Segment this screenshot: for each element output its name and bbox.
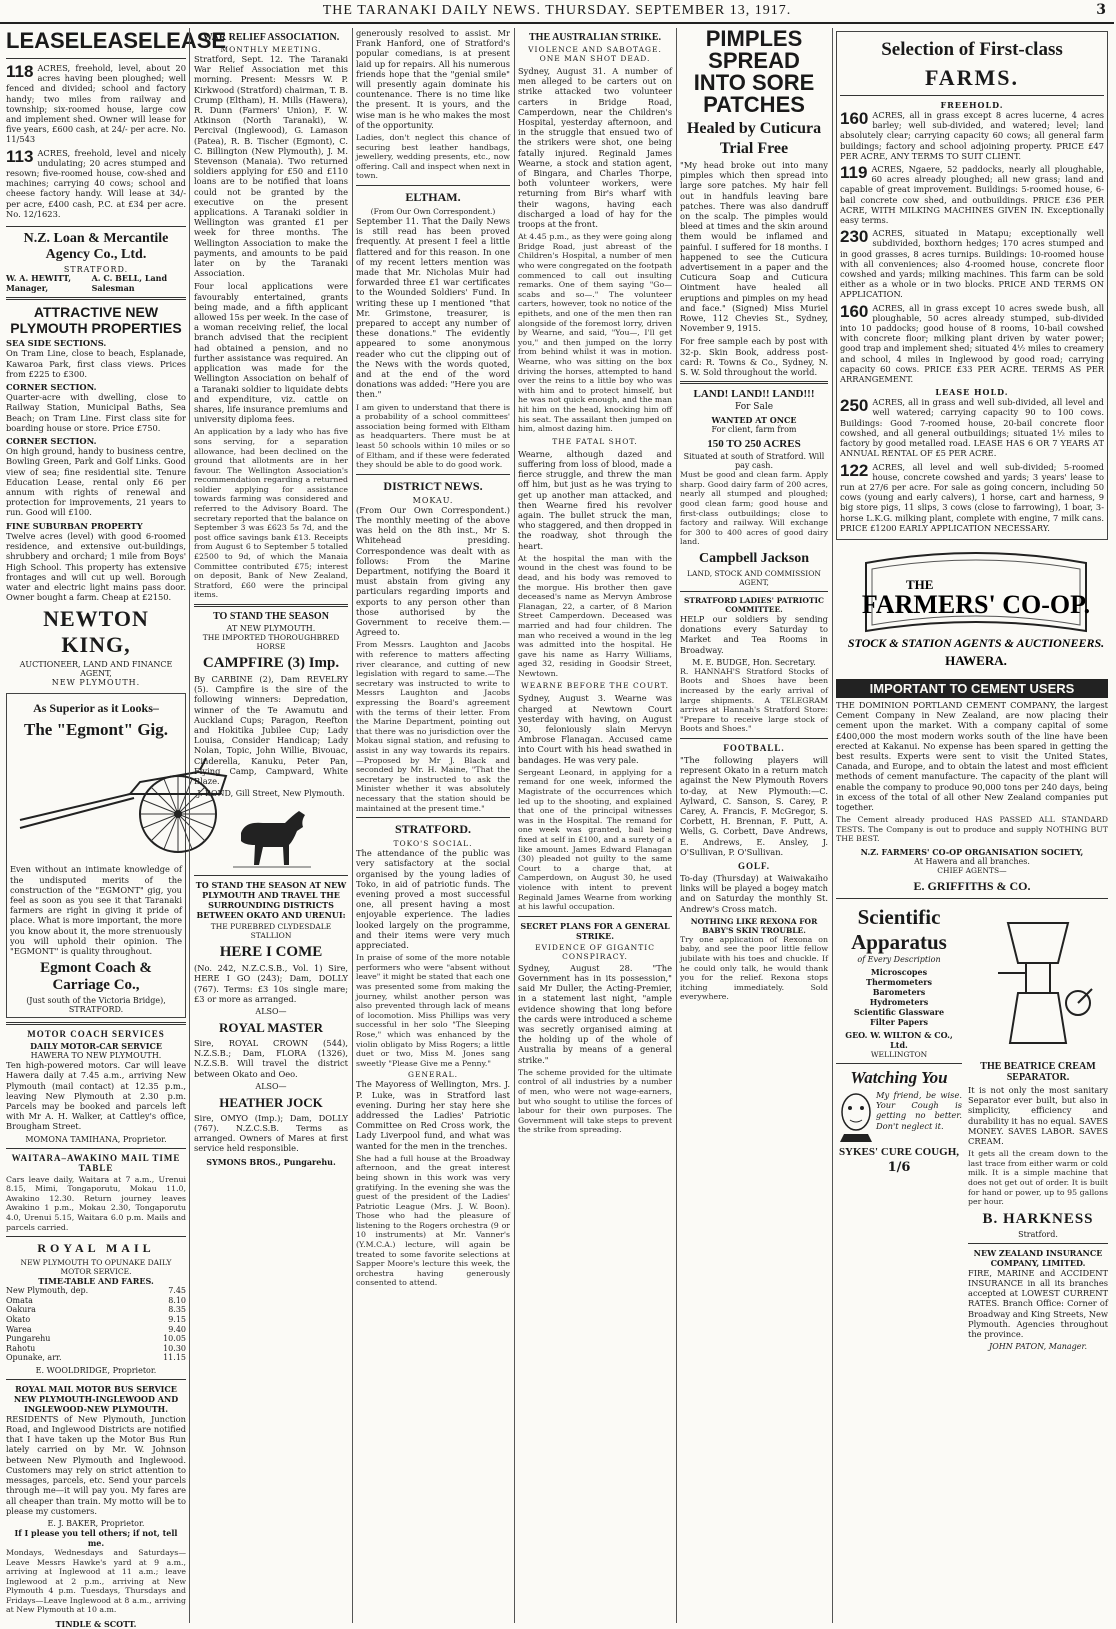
royal-master-heading: ROYAL MASTER (219, 1020, 323, 1036)
campbell-sub: LAND, STOCK AND COMMISSION AGENT, (687, 569, 821, 588)
motor-heading: MOTOR COACH SERVICES (27, 1029, 165, 1040)
fatal-shot-heading: THE FATAL SHOT. (552, 436, 638, 446)
masthead (0, 0, 1114, 24)
symons: SYMONS BROS., Pungarehu. (206, 1156, 336, 1167)
newton-king-heading: NEWTON KING, (43, 606, 149, 658)
farm-number: 113 (6, 146, 34, 166)
section-heading: FINE SUBURBAN PROPERTY (6, 520, 143, 531)
column-1: LEASE LEASE LEASE 118 ACRES, freehold, level, about 20 acres having been ploughed; well fenced and divided; school and factory handy; two miles from railway and township; six-roomed house, large cow and implement shed. Owner will lease for five years, £600 cash, at 24/- per acre. No. 11/543 113 ACRES, freehold, level and nicely undulating; 20 acres stumped and resown; five-roomed house, cow-shed and machines; carrying 40 cows; school and cheese factory handy. Will lease at 34/- per acre, £400 cash, P.C. at £34 per acre. No. 12/1623. N.Z. Loan & Mercantile Agency Co., Ltd. STRATFORD. W. A. HEWITT, Manager, A. C. BELL, Land Salesman ATTRACTIVE NEW PLYMOUTH PROPERTIES SEA SIDE SECTIONS. On Tram Line, close to beach, Esplanade, Kawaroa Park, first class views. Prices from £225 to £300. CORNER SECTION. Quarter-acre with dwelling, close to Railway Station, Municipal Baths, Sea Beach; on Tram Line. First class site for boarding house or store. Price £750. CORNER SECTION. On high ground, handy to business centre, Bowling Green, Park and Golf Links. Good view of sea; fine residential site. Tenure Education Lease, rental only £6 per annum with rights of renewal and protection for improvements, 21 years to run. Good will £100. FINE SUBURBAN PROPERTY Twelve acres (level) with good 6-roomed residence, and extensive out-buildings, shrubbery and orchard; 1 mile from Boys' High School. This property has extensive frontages and will cut up well. Borough water and electric light mains pass door. Owner bought a farm. Cheap at £2150. NEWTON KING, AUCTIONEER, LAND AND FINANCE AGENT, NEW PLYMOUTH. As Superior as it Looks– The "Egmont" Gig. Even without an intimate knowledge of the undisputed merits of the construction of the "EGMONT" gig, you feel as soon as you see it that Taranaki farmers are right in giving it pride of place. What is more important, the more you know about it, the more strenuously you will uphold their opinion. The "EGMONT" is quality throughout. Egmont Coach & Carriage Co., (Just south of the Victoria Bridge), STRATFORD. MOTOR COACH SERVICES DAILY MOTOR-CAR SERVICE HAWERA TO NEW PLYMOUTH. Ten high-powered motors. Car will leave Hawera daily at 7.45 a.m., arriving New Plymouth (mail contact) at 12.35 p.m., leaving New Plymouth at 2.30 p.m. Parcels may be booked and parcels left with Mr A. H. Walker, at Cattley's office, Brougham Street. MOMONA TAMIHANA, Proprietor. WAITARA–AWAKINO MAIL TIME TABLE Cars leave daily, Waitara at 7 a.m., Urenui 8.15, Mimi, Tongaporutu, Mokau 11.0, Awakino 12.30. Return journey leaves Awakino 1 p.m., Mokau 2.30, Tongaporutu 4.0, Urenui 5.15, Waitara 6.0 p.m. Mails and parcels carried. ROYAL MAIL NEW PLYMOUTH TO OPUNAKE DAILY MOTOR SERVICE. TIME-TABLE AND FARES. New Plymouth, dep. 7.45 Omata 8.10 Oakura 8.35 Okato 9.15 Warea 9.40 Pungarehu 10.05 Rahotu 10.30 Opunake, arr. 11.15 E. WOOLDRIDGE, Proprietor. ROYAL MAIL MOTOR BUS SERVICE NEW PLYMOUTH-INGLEWOOD AND INGLEWOOD-NEW PLYMOUTH. RESIDENTS of New Plymouth, Junction Road, and Inglewood Districts are notified that I have taken up the Motor Bus Run lately carried on by Mr. W. Johnson between New Plymouth and Inglewood. Customers may rely on strict attention to messages, parcels, etc. Send your parcels through me—it will pay you. My fares are all cheaper than train. My motto will be to please my customers. E. J. BAKER, Proprietor. If I please you tell others; if not, tell me. Mondays, Wednesdays and Saturdays—Leave Messrs Hawke's yard at 9 a.m., arriving at Inglewood at 11 a.m.; leave Inglewood at 2 p.m., arriving at New Plymouth 4 p.m. Tuesdays, Thursdays and Fridays—Leave Inglewood at 8 a.m., arriving at New Plymouth at 10 a.m. TINDLE & SCOTT. (6, 28, 186, 1534)
motor-sub: DAILY MOTOR-CAR SERVICE (30, 1041, 162, 1052)
general-heading: GENERAL. (408, 1070, 458, 1080)
harkness: B. HARKNESS (982, 1210, 1094, 1227)
timetable-row: Okato 9.15 (6, 1314, 186, 1324)
waitara-heading: WAITARA–AWAKINO MAIL TIME TABLE (11, 1152, 181, 1173)
griffiths: E. GRIFFITHS & CO. (913, 878, 1031, 893)
purebred-label: THE PUREBRED CLYDESDALE STALLION (210, 922, 332, 941)
golf-heading: GOLF. (738, 861, 770, 872)
farmers-coop-logo (836, 543, 1116, 673)
egmont-gig-ad (6, 693, 186, 1018)
ladies-text: HELP our soldiers by sending donations every Saturday to Market and Tea Rooms in Broadway. (680, 614, 828, 655)
farm-listing (6, 148, 186, 219)
campbell-jackson: Campbell Jackson (698, 551, 810, 567)
stratford-label: STRATFORD. (63, 265, 129, 275)
momona: MOMONA TAMIHANA, Proprietor. (25, 1134, 167, 1144)
royal-mail-sub: NEW PLYMOUTH TO OPUNAKE DAILY MOTOR SERVICE. (20, 1258, 172, 1277)
eltham-heading: ELTHAM. (405, 190, 461, 204)
please-tagline: If I please you tell others; if not, tell me. (14, 1527, 178, 1548)
war-relief-text-2: Four local applications were favourably entertained, grants being made, and a fifth applicant allowed 15s per week. In the case of a woman receiving relief, the local branch advised that the recipient had obtained a pension, and no further assistance was required. An application was made for the Wellington Association on behalf of a Taranaki soldier to liquidate debts and expenditure, viz. cattle on shares, life insurance premiums and university diploma fees. (194, 281, 348, 425)
mokau-text: (From Our Own Correspondent.) The monthly meeting of the above was held on the 8th inst., Mr S. Whitehead presiding. Correspondence was dealt with as follows: From the Marine Department, notifying the Board it must abstain from giving any particulars regarding imports and exports to any person other than those authorised by the Government to receive them.—Agreed to. (356, 504, 510, 638)
farm-text: ACRES, freehold, level and nicely undulating; 20 acres stumped and resown; five-roomed house, cow-shed and machines; carrying 40 cows; school and cheese factory handy. Will lease at 34/- per acre, £400 cash, P.C. at £34 per acre. No. 12/1623. (6, 147, 186, 219)
column-5b: PIMPLES SPREAD INTO SORE PATCHES Healed by Cuticura Trial Free "My head broke out into many pimples which then spread into large sore patches. My hair fell out in handfuls leaving bare patches. There was also dandruff on the scalp. The pimples would bleed at times and the skin around them would be inflamed and painful. I suffered for 18 months. I happened to see the Cuticura advertisement in a paper and the Cuticura Soap and Cuticura Ointment have healed all eruptions and pimples on my head and face." (Signed) Miss Muriel Rowe, 112 Chevies St., Sydney, November 9, 1915. For free sample each by post with 32-p. Skin Book, address post-card: R. Towns & Co., Sydney, N. S. W. Sold throughout the world. LAND! LAND!! LAND!!! For Sale WANTED AT ONCE For client, farm from 150 TO 250 ACRES Situated at south of Stratford. Will pay cash. Must be good and clean farm. Apply sharp. Good dairy farm of 200 acres, nearly all stumped and ploughed; good clean farm; good house and first-class outbuildings; close to factory and railway. Will exchange for 300 to 400 acres of good dairy land. Campbell Jackson LAND, STOCK AND COMMISSION AGENT, STRATFORD LADIES' PATRIOTIC COMMITTEE. HELP our soldiers by sending donations every Saturday to Market and Tea Rooms in Broadway. M. E. BUDGE, Hon. Secretary. R. HANNAH'S Stratford Stocks of Boots and Shoes have been increased by the early arrival of large shipments. A TELEGRAM arrives at Hannah's Stratford Store: "Prepare to receive large stock of Boots and Shoes." FOOTBALL. "The following players will represent Okato in a return match against the New Plymouth Rovers to-day, at New Plymouth:—C. Aylward, C. Sanson, S. Carey, P. Carey, A. Francis, F. McGregor, S. Corbett, H. Brennan, F. Putt, A. Wells, G. Corbett, Dave Andrews, E. Andrews, E. Ansley, J. O'Sullivan, P. O'Sullivan. GOLF. To-day (Thursday) at Waiwakaiho links will be played a bogey match and on Saturday the monthly St. Andrew's Cross match. NOTHING LIKE REXONA FOR BABY'S SKIN TROUBLE. Try one application of Rexona on baby, and see the poor little fellow jubilate with his toes and chuckle. If he could only talk, he would thank you for the relief. Rexona stops itching immediately. Sold everywhere. (680, 26, 828, 1002)
wanted: WANTED AT ONCE (711, 415, 797, 426)
top-text: generously resolved to assist. Mr Frank Hanford, one of Stratford's popular comedians, is at present laid up for repairs. All his numerous friends hope that the "genial smile" will presently again dominate his countenance. There is no time like the present. It is yours, and the wise man is he who makes the most of the opportunity. (356, 28, 510, 130)
heather-jock-text: Sire, OMYO (Imp.); Dam, DOLLY (767). N.Z.C.S.B. Terms as arranged. Owners of Mares at first service held responsible. (194, 1112, 348, 1154)
egmont-address: (Just south of the Victoria Bridge), STRATFORD. (26, 996, 166, 1015)
egmont-company: Egmont Coach & Carriage Co., (40, 960, 152, 994)
masthead-title: THE TARANAKI DAILY NEWS. THURSDAY. SEPTEMBER 13, 1917. (322, 3, 792, 18)
trial-free: Trial Free (719, 140, 789, 157)
beatrice-text: It is not only the most sanitary Separator ever built, but also in simplicity, efficiency and durability it has no equal. SAVES MONEY. SAVES LABOR. SAVES CREAM. (968, 1084, 1108, 1146)
stratford-heading: STRATFORD. (394, 822, 472, 837)
lease-word: LEASE (152, 28, 227, 53)
royal-master-text: Sire, ROYAL CROWN (544), N.Z.S.B.; Dam, FLORA (1326), N.Z.S.B. Will travel the district between Okato and Oeo. (194, 1038, 348, 1079)
secret-text: Sydney, August 28. "The Government has in its possession," said Mr Duller, the Acting-Premier, in a statement last night, "ample evidence showing that long before the cards were introduced a scheme was secretly organised aiming at the holding up of the whole of Australia by means of a general strike." (518, 962, 672, 1065)
stand-heading: TO STAND THE SEASON (213, 611, 329, 622)
section-text: Twelve acres (level) with good 6-roomed residence, and extensive out-buildings, shrubbery and orchard; 1 mile from Boys' High School. This property has extensive frontages and will cut up well. Borough water and electric light mains pass door. Owner bought a farm. Cheap at £2150. (6, 530, 186, 603)
pimples-heading: PIMPLES SPREAD INTO SORE PATCHES (693, 26, 815, 117)
separator-illustration (968, 903, 1108, 1053)
column-3: generously resolved to assist. Mr Frank Hanford, one of Stratford's popular comedians, is at present laid up for repairs. All his numerous friends hope that the "genial smile" will presently again dominate his countenance. There is no time like the present. It is yours, and the wise man is he who makes the most of the opportunity. Ladies, don't neglect this chance of securing best leather handbags, jewellery, wedding presents, etc., now offering. Call and inspect when next in town. ELTHAM. (From Our Own Correspondent.) September 11. That the Daily News is still read has been proved frequently. At present I feel a little flattered and for this reason. In one of my recent letters mention was made that Mr. Nicholas Muir had forwarded three £1 war certificates to the Wounded Soldiers' Fund. In writing these up I mentioned "that Mr. Grimstone, treasurer, is prepared to accept any number of these donations." The evidently appeared to some anonymous reader who cut the clipping out of the News with the words quoted, and at the end of the word donations was added: "Here you are then." I am given to understand that there is a probability of a school committees' association being formed with Eltham as headquarters. There must be at least 50 schools within 10 miles or so of Eltham, and if these were federated they should be able to do good work. DISTRICT NEWS. MOKAU. (From Our Own Correspondent.) The monthly meeting of the above was held on the 8th inst., Mr S. Whitehead presiding. Correspondence was dealt with as follows: From the Marine Department, notifying the Board it must abstain from giving any particulars regarding imports and exports to any person other than those authorised by the Government to receive them.—Agreed to. From Messrs. Laughton and Jacobs with reference to matters affecting river clearance, and cutting of new legislation with regard to same.—The secretary was instructed to write to Messrs Laughton and Jacobs expressing the Board's agreement with the terms of their letter. From the Marine Department, pointing out that there was no jurisdiction over the Mokau signal station, and refusing to assist in any way towards its repairs.—Proposed by Mr J. Black and seconded by Mr. H. Maine, "That the secretary be instructed to ask the Minister whether it was absolutely necessary that the station should be maintained at the present time." STRATFORD. TOKO'S SOCIAL. The attendance of the public was very satisfactory at the social organised by the young ladies of Toko, in aid of patriotic funds. The evening proved a most successful one, all present having a most enjoyable experience. The ladies looked largely on the programme, and their items were very much appreciated. In praise of some of the more notable performers who were "absent without leave" it might be stated that each one was presented some from making the journey, whilst another person was also prevented through lack of means of locomotion. Miss Phillips was very successful in her solo "The Sleeping Rose," which was enhanced by the violin obligato by Miss Rogers; a little duet or two, Miss M. Jones sang sweetly "Please Give me a Penny." GENERAL. The Mayoress of Wellington, Mrs. J. P. Luke, was in Stratford last evening. During her stay here she addressed the Ladies' Patriotic Committee on Red Cross work, the Lady Liverpool fund, and what was wanted for the men in the trenches. She had a full house at the Broadway afternoon, and the great interest being shown in this work was very gratifying. In the evening she was the guest of the president of the Ladies' Patriotic League (Mrs. J. W. Boon). Those who had the pleasure of listening to the Rogers orchestra (9 or 10 instruments) at Mr. Vanner's (Y.M.C.A.) lecture, will again be treated to some favorite selections at Sapper Moore's lecture this week, the orchestra having generously consented to attend. (356, 28, 510, 1288)
nz-farmers-society: N.Z. FARMERS' CO-OP ORGANISATION SOCIETY, (860, 846, 1084, 857)
royal-mail-heading: ROYAL MAIL (37, 1241, 155, 1256)
farms-heading: FARMS. (924, 65, 1020, 90)
also-label: ALSO— (255, 1081, 287, 1091)
page-number: 3 (1096, 2, 1106, 18)
fire-text: FIRE, MARINE and ACCIDENT INSURANCE in all its branches accepted at LOWEST CURRENT RATES. Branch Office: Corner of Broadway and King Streets, New Plymouth. Agencies throughout the province. (968, 1267, 1109, 1339)
tokos-heading: TOKO'S SOCIAL. (393, 839, 473, 849)
campfire-heading: CAMPFIRE (3) Imp. (202, 655, 340, 671)
egmont-question: As Superior as it Looks– (33, 701, 159, 716)
section-text: On Tram Line, close to beach, Esplanade, Kawaroa Park, first class views. Prices from £225 to £300. (6, 348, 186, 379)
violence-sub: VIOLENCE AND SABOTAGE. (528, 45, 662, 54)
district-news-heading: DISTRICT NEWS. (383, 478, 483, 493)
farm-number: 118 (6, 62, 34, 81)
rexona-heading: NOTHING LIKE REXONA FOR BABY'S SKIN TROUBLE. (690, 916, 818, 935)
war-relief-heading: WAR RELIEF ASSOCIATION. (202, 32, 340, 43)
lease-word: LEASE (79, 28, 153, 53)
strike-heading: THE AUSTRALIAN STRIKE. (529, 32, 661, 43)
football-heading: FOOTBALL. (723, 742, 785, 753)
cement-text: THE DOMINION PORTLAND CEMENT COMPANY, the largest Cement Company in New Zealand, are now placing their cement upon the market. With a company capital of some £400,000 the most modern works south of the line have been erected at Kakanui. No expense has been spared in getting the best results. Experts were sent to visit the United States, Canada, and Europe, and to obtain the latest and most efficient methods of cement manufacture. The capacity of the plant will enable the company to produce 90,000 tons per 240 days, being in excess of the total of all other New Zealand companies put together. (836, 699, 1108, 812)
column-rule (514, 28, 515, 1623)
war-relief-filler: An application by a lady who has five sons serving, for a separation allowance, had been declined on the ground that allotments are in her favour. The Wellington Association's recommendation regarding a returned soldier applying for assistance towards farming was considered and referred to the Advisory Board. The secretary reported that the balance on September 3 was £623 5s 7d, and the post office savings bank £13. Receipts from August 6 to September 5 totalled £2500 to 9d, of which the Manaia Committee contributed £75; interest on deposit, Bank of New Zealand, Stratford, £60 were the principal items. (194, 427, 348, 600)
coop-name: FARMERS' CO-OP. (861, 589, 1091, 619)
cuticura-text: "My head broke out into many pimples which then spread into large sore patches. My hair fell out in handfuls leaving bare patches. There was also dandruff on the scalp. The pimples would bleed at times and the skin around them would be inflamed and painful. I suffered for 18 months. I happened to see the Cuticura advertisement in a paper and the Cuticura Soap and Cuticura Ointment have healed all eruptions and pimples on my head and face." (Signed) Miss Muriel Rowe, 112 Chevies St., Sydney, November 9, 1915. (680, 160, 828, 334)
fatal-text: Wearne, although dazed and suffering from loss of blood, made a fierce struggle, and threw the man off him, but just as he was trying to get up another man attacked, and then Wearne fired his revolver again. The bullet struck the man, who staggered, and then dropped in the roadway, shot through the heart. (518, 448, 672, 551)
beatrice-ad: THE BEATRICE CREAM SEPARATOR. It is not only the most sanitary Separator ever built, but also in simplicity, efficiency and durability it has no equal. SAVES MONEY. SAVES LABOR. SAVES CREAM. It gets all the cream down to the last trace from either warm or cold milk. It is a simple machine that does not get out of order. It is built for hand or power, up to 95 gallons per hour. B. HARKNESS Stratford. NEW ZEALAND INSURANCE COMPANY, LIMITED. FIRE, MARINE and ACCIDENT INSURANCE in all its branches accepted at LOWEST CURRENT RATES. Branch Office: Corner of Broadway and King Streets, New Plymouth. Agencies throughout the province. JOHN PATON, Manager. (968, 903, 1108, 1351)
column-rule (189, 28, 190, 1623)
section-text: Quarter-acre with dwelling, close to Railway Station, Municipal Baths, Sea Beach; on Tram Line. First class site for boarding house or store. Price £750. (6, 392, 186, 433)
egmont-title: The "Egmont" Gig. (23, 720, 169, 740)
wilton: GEO. W. WILTON & CO., Ltd. (845, 1029, 953, 1050)
horse-illustration (223, 801, 319, 871)
eltham-sub: (From Our Own Correspondent.) (370, 207, 496, 216)
timetable-row: New Plymouth, dep. 7.45 (6, 1286, 186, 1296)
hawera-branches: At Hawera and all branches. (914, 856, 1030, 866)
face-illustration (836, 1090, 876, 1142)
scientific-items: Microscopes Thermometers Barometers Hydrometers Scientific Glassware Filter Papers (853, 966, 945, 1027)
one-man-sub: ONE MAN SHOT DEAD. (539, 54, 651, 63)
farm-text: ACRES, freehold, level, about 20 acres having been ploughed; well fenced and divided; school and factory handy; two miles from railway and township; six-roomed house, large cow and implement shed. Owner will lease for five years, £600 cash, at 24/- per acre. No. 11/543 (6, 63, 186, 145)
residents-notice: RESIDENTS of New Plymouth, Junction Road, and Inglewood Districts are notified that I have taken up the Motor Bus Run lately carried on by Mr. W. Johnson between New Plymouth and Inglewood. Customers may rely on strict attention to messages, parcels, etc. Send your parcels through me—it will pay you. My fares are all cheaper than train. My motto will be to please my customers. (6, 1413, 186, 1516)
situated: Situated at south of Stratford. Will pay cash. (683, 452, 825, 471)
leasehold-heading: LEASE HOLD. (935, 387, 1009, 398)
timetable-row: Opunake, arr. 11.15 (6, 1353, 186, 1363)
stand-at: AT NEW PLYMOUTH. (226, 624, 316, 633)
farm-lot: 119 ACRES, Ngaere, 52 paddocks, nearly all ploughable, 60 acres already ploughed; all new grass; land and capable of great improvement. Buildings: 5-roomed house, 6-bail concrete cow shed, and outbuildings. PRICE £36 PER ACRE, WITH MILKING MACHINES GIVEN IN. Exceptionally easy terms. (840, 163, 1104, 226)
paton: JOHN PATON, Manager. (989, 1342, 1087, 1352)
farms-ad (836, 31, 1108, 540)
newton-city: NEW PLYMOUTH. (51, 678, 141, 688)
timetable-row: Oakura 8.35 (6, 1305, 186, 1315)
strike-text: Sydney, August 31. A number of men alleged to be carters out on strike attacked two volunteer carters in Bridge Road, Camperdown, near the Children's Hospital, yesterday afternoon, and in the struggle that ensued two of the strikers were shot, one being fatally injured. Reginald James Wearne, a stock and station agent, of Bingara, and Charles Thorpe, both volunteer workers, were returning from Bir's wharf with their wagons, having each discharged a load of hay for the troops at the front. (518, 66, 672, 230)
farm-listing (6, 63, 186, 145)
imported-label: THE IMPORTED THOROUGHBRED HORSE (202, 633, 340, 651)
wooldridge: E. WOOLDRIDGE, Proprietor. (35, 1365, 157, 1375)
lease-banner (6, 28, 227, 54)
harkness-city: Stratford. (1018, 1229, 1058, 1239)
acres-range: 150 TO 250 ACRES (707, 438, 801, 451)
baker: E. J. BAKER, Proprietor. (47, 1518, 145, 1528)
timetable-row: Rahotu 10.30 (6, 1343, 186, 1353)
salesman-name: A. C. BELL, Land Salesman (91, 273, 168, 293)
here-i-come-text: (No. 242, N.Z.C.S.B., Vol. 1) Sire, HERE I GO (243); Dam, DOLLY (767). Terms: £3 10s single mare; £3 or more as arranged. (194, 963, 348, 1004)
monthly-meeting: MONTHLY MEETING. (220, 45, 322, 54)
war-relief-text: Stratford, Sept. 12. The Taranaki War Relief Association met this morning. Present: Messrs W. P. Kirkwood (Stratford) chairman, T. B. Crump (Eltham), H. Mills (Hawera), R. Dunn (Farmers' Union), F. W. Atkinson (North Taranaki), W. Percival (Inglewood), G. Lamason (Patea), R. B. Tischer (Egmont), C. C. Billington (New Plymouth), J. M. Stevenson (Manaia). Two returned soldiers applying for £50 and £110 loans are to be notified that loans could not be granted by the executive on the present applications. A Taranaki soldier in Wellington was granted £1 per week for three months. The Wellington Association to make the payments, and amounts to be paid later on by the Taranaki Association. (194, 54, 348, 279)
farm-lot: 160 ACRES, all in grass except 10 acres swede bush, all ploughable, 50 acres already stumped, sub-divided into 10 paddocks; good house of 8 rooms, 10-bail cowshed with concrete floor; milking plant driven by water power; good trap and implement shed; situated 4½ miles to creamery and school, 4 miles in Inglewood by good road; carrying capacity 60 cows. PRICE £33 PER ACRE. TERMS AS PER ARRANGEMENT. (840, 301, 1104, 385)
section-heading: CORNER SECTION. (6, 436, 97, 447)
column-4: THE AUSTRALIAN STRIKE. VIOLENCE AND SABOTAGE. ONE MAN SHOT DEAD. Sydney, August 31. A number of men alleged to be carters out on strike attacked two volunteer carters in Bridge Road, Camperdown, near the Children's Hospital, yesterday afternoon, and in the struggle that ensued two of the strikers were shot, one being fatally injured. Reginald James Wearne, a stock and station agent, of Bingara, and Charles Thorpe, both volunteer workers, were returning from Bir's wharf with their wagons, having each discharged a load of hay for the troops at the front. At 4.45 p.m., as they were going along Bridge Road, just abreast of the Children's Hospital, a number of men who were congregated on the footpath commenced to call out insulting remarks. One of them saying "Go—scabs and so—." The volunteer carters, however, took no notice of the epithets, and one of the men then ran alongside of the foremost lorry, driven by Wearne, and said, "You—, I'll get you," and then jumped on the lorry from behind whilst it was in motion. Wearne, who was sitting on the box driving the horses, attempted to hand over the reins to a little boy who was with him and to protect himself, but he was not quick enough, and the man hit him on the head, knocking him off his seat. The assailant then jumped on him, almost dazing him. THE FATAL SHOT. Wearne, although dazed and suffering from loss of blood, made a fierce struggle, and threw the man off him, but just as he was trying to get up another man attacked, and then Wearne fired his revolver again. The bullet struck the man, who staggered, and then dropped in the roadway, shot through the heart. At the hospital the man with the wound in the chest was found to be dead, and his body was removed to the morgue. His brother then gave deceased's name as Mervyn Ambrose Flanagan, 22, a carter, of 8 Marion Street Camperdown. Deceased was married and had four children. The man who received a wound in the leg was admitted into the hospital. He gave his name as Harry Williams, aged 32, residing in Goodsir Street, Newtown. WEARNE BEFORE THE COURT. Sydney, August 3. Wearne was charged at Newtown Court yesterday with having, on August 30, feloniously slain Mervyn Ambrose Flanagan. Accused came into Court with his head swathed in bandages. He was very pale. Sergeant Leonard, in applying for a remand for one week, informed the Magistrate of the occurrences which led up to the shooting, and explained that one of the principal witnesses was in the Hospital. The remand for one week was granted, bail being fixed at self in £100, and a surety of a like amount. James Edward Flanagan (30) pleaded not guilty to the same Court to a charge that, at Camperdown, on August 30, he used violence with intent to prevent Reginald James Wearne from working at his lawful occupation. SECRET PLANS FOR A GENERAL STRIKE. EVIDENCE OF GIGANTIC CONSPIRACY. Sydney, August 28. "The Government has in its possession," said Mr Duller, the Acting-Premier, in a statement last night, "ample evidence showing that long before the cards were introduced a scheme was secretly organised aiming at the holding up of the whole of Australia by means of a general strike." The scheme provided for the ultimate control of all industries by a number of men, who were not wage-earners, but who sought to utilise the forces of labour for their own purposes. The Government will take steps to prevent the strike from spreading. (518, 32, 672, 1135)
column-2 (194, 28, 348, 1534)
nz-insurance: NEW ZEALAND INSURANCE COMPANY, LIMITED. (973, 1247, 1103, 1268)
apparatus-heading: Apparatus (851, 929, 947, 954)
coop-the: THE (906, 576, 934, 592)
ladies-heading: STRATFORD LADIES' PATRIOTIC COMMITTEE. (684, 596, 824, 615)
evidence-sub: EVIDENCE OF GIGANTIC CONSPIRACY. (535, 942, 655, 961)
also-label: ALSO— (255, 1007, 287, 1017)
wilton-city: WELLINGTON (870, 1049, 928, 1059)
sykes: SYKES' CURE COUGH, (838, 1145, 960, 1158)
tokos-text: The attendance of the public was very satisfactory at the social organised by the young ladies of Toko, in aid of patriotic funds. The evening proved a most successful one, all present having a most enjoyable experience. The ladies looked largely on the programme, and their items were very much appreciated. (356, 848, 510, 950)
secret-heading: SECRET PLANS FOR A GENERAL STRIKE. (520, 920, 670, 941)
golf-text: To-day (Thursday) at Waiwakaiho links will be played a bogey match and on Saturday the monthly St. Andrew's Cross match. (680, 873, 828, 914)
coop-city: HAWERA. (945, 652, 1007, 668)
stand2-heading: TO STAND THE SEASON AT NEW PLYMOUTH AND TRAVEL THE SURROUNDING DISTRICTS BETWEEN OKATO AND URENUI: (195, 880, 347, 921)
column-rule (352, 28, 353, 1623)
timetable-row: Pungarehu 10.05 (6, 1334, 186, 1344)
hawera-text: Ten high-powered motors. Car will leave Hawera daily at 7.45 a.m., arriving New Plymouth (mail contact) at 12.35 p.m., leaving New Plymouth at 2.30 p.m. Parcels may be booked and parcels left with Mr A. H. Walker, at Cattley's office, Brougham Street. (6, 1060, 186, 1132)
budge: M. E. BUDGE, Hon. Secretary. (692, 657, 816, 667)
lease-word: LEASE (6, 28, 80, 53)
for-client: For client, farm from (711, 425, 797, 435)
every-description: of Every Description (857, 954, 941, 964)
column-rule (676, 28, 677, 1623)
court-heading: WEARNE BEFORE THE COURT. (521, 681, 669, 691)
egmont-text: Even without an intimate knowledge of the undisputed merits of the construction of the "EGMONT" gig, you feel as soon as you see it that Taranaki farmers are right in giving it pride of place. What is more important, the more you know about it, the more strenuously you will uphold their opinion. The "EGMONT" is quality throughout. (10, 864, 182, 956)
newton-sub: AUCTIONEER, LAND AND FINANCE AGENT, (19, 660, 173, 679)
nz-loan-heading: N.Z. Loan & Mercantile Agency Co., Ltd. (23, 231, 169, 263)
coop-stock: STOCK & STATION AGENTS & AUCTIONEERS. (847, 635, 1105, 650)
selection-heading: Selection of First-class (881, 39, 1063, 60)
eltham-text: September 11. That the Daily News is still read has been proved frequently. At present I feel a little flattered and for this reason. In one of my recent letters mention was made that Mr. Nicholas Muir had forwarded three £1 war certificates to the Wounded Soldiers' Fund. In writing these up I mentioned "that Mr. Grimstone, treasurer, is prepared to accept any number of these donations." The evidently appeared to some anonymous reader who cut the clipping out of the News with the words quoted, and at the end of the word donations was added: "Here you are then." (356, 216, 510, 400)
watching-text: My friend, be wise. Your Cough is getting no better. Don't neglect it. (876, 1089, 962, 1131)
court-text: Sydney, August 3. Wearne was charged at Newtown Court yesterday with having, on August 30, feloniously slain Mervyn Ambrose Flanagan. Accused came into Court with his head swathed in bandages. He was very pale. (518, 693, 672, 765)
watching-heading: Watching You (850, 1067, 948, 1087)
lease-lot: 122 ACRES, all level and well sub-divided; 5-roomed house, concrete cowshed and yards; 3 years' lease to run at 27/6 per acre. For sale as going concern, including 50 cows (young and early calvers), 1 horse, cart and harness, 9 big store pigs, 11 slips, 3 cows (close to farrowing), 1 boar, 3-horse L.K.G. milking plant, complete with engine, 7 milk cans. PRICE £1200 EARLY APPLICATION NECESSARY. (840, 460, 1104, 533)
waitara-table: Cars leave daily, Waitara at 7 a.m., Urenui 8.15, Mimi, Tongaporutu, Mokau 11.0, Awakino 12.30. Return journey leaves Awakino 1 p.m., Mokau 2.30, Tongaporutu 4.0, Urenui 5.15, Waitara 6.0 p.m. Mails and parcels carried. (6, 1174, 186, 1232)
cement-banner: IMPORTANT TO CEMENT USERS (836, 679, 1108, 698)
chief-agents: CHIEF AGENTS— (937, 865, 1007, 875)
section-text: On high ground, handy to business centre, Bowling Green, Park and Golf Links. Good view of sea; fine residential site. Tenure Education Lease, rental only £6 per annum with rights of renewal and protection for improvements, 21 years to run. Good will £100. (6, 446, 186, 518)
bus-service-heading: ROYAL MAIL MOTOR BUS SERVICE NEW PLYMOUTH-INGLEWOOD AND INGLEWOOD-NEW PLYMOUTH. (13, 1383, 179, 1414)
column-rule (832, 28, 833, 1623)
scientific-ad (836, 903, 962, 1351)
beatrice-heading: THE BEATRICE CREAM SEPARATOR. (980, 1060, 1096, 1083)
football-text: "The following players will represent Okato in a return match against the New Plymouth Rovers to-day, at New Plymouth:—C. Aylward, C. Sanson, S. Carey, P. Carey, A. Francis, F. McGregor, S. Corbett, H. Brennan, F. Putt, A. Wells, G. Corbett, Dave Andrews, E. Andrews, E. Ansley, J. O'Sullivan, P. O'Sullivan. (680, 754, 828, 857)
hawera-route: HAWERA TO NEW PLYMOUTH. (30, 1051, 162, 1061)
timetable-row: Warea 9.40 (6, 1324, 186, 1334)
timetable-heading: TIME-TABLE AND FARES. (38, 1276, 154, 1287)
farm-lot: 160 ACRES, all in grass except 8 acres lucerne, 4 acres barley; well sub-divided, and watered; level; land absolutely clear; carrying capacity 60 cows; all general farm buildings; factory and school adjoining property. PRICE £47 PER ACRE, ANY TERMS TO SUIT CLIENT. (840, 109, 1104, 161)
section-heading: SEA SIDE SECTIONS. (6, 338, 107, 349)
for-sale: For Sale (734, 402, 774, 413)
jbond: J. BOND, Gill Street, New Plymouth. (197, 789, 345, 799)
scientific-heading: Scientific (857, 904, 941, 929)
manager-name: W. A. HEWITT, Manager, (6, 273, 71, 293)
here-i-come-heading: HERE I COME (219, 944, 323, 961)
attractive-heading: ATTRACTIVE NEW PLYMOUTH PROPERTIES (10, 304, 182, 337)
general-text: The Mayoress of Wellington, Mrs. J. P. Luke, was in Stratford last evening. During her stay here she addressed the Ladies' Patriotic Committee on Red Cross work, the Lady Liverpool fund, and what was wanted for the men in the trenches. (356, 1079, 510, 1151)
section-heading: CORNER SECTION. (6, 382, 97, 393)
tindle-scott: TINDLE & SCOTT. (55, 1619, 137, 1629)
column-6: Selection of First-class FARMS. FREEHOLD. 160 ACRES, all in grass except 8 acres lucerne, 4 acres barley; well sub-divided, and watered; level; land absolutely clear; carrying capacity 60 cows; all general farm buildings; factory and school adjoining property. PRICE £47 PER ACRE, ANY TERMS TO SUIT CLIENT. 119 ACRES, Ngaere, 52 paddocks, nearly all ploughable, 60 acres already ploughed; all new grass; land and capable of great improvement. Buildings: 5-roomed house, 6-bail concrete cow shed, and outbuildings. PRICE £36 PER ACRE, WITH MILKING MACHINES GIVEN IN. Exceptionally easy terms. 230 ACRES, situated in Matapu; exceptionally well subdivided, boxthorn hedges; 170 acres stumped and in good grasses, 8 acres turnips. Buildings: 10-roomed house with all conveniences; also 4-roomed house, concrete floor cowshed and yards; milking machines. This farm can be sold either as a whole or in two blocks. PRICE AND TERMS ON APPLICATION. 160 ACRES, all in grass except 10 acres swede bush, all ploughable, 50 acres already stumped, sub-divided into 10 paddocks; good house of 8 rooms, 10-bail cowshed with concrete floor; milking plant driven by water power; good trap and implement shed; situated 4½ miles to creamery and school, 4 miles in Inglewood by good road; carrying capacity 60 cows. PRICE £33 PER ACRE. TERMS AS PER ARRANGEMENT. LEASE HOLD. 250 ACRES, all in grass and well sub-divided, all level and well watered; carrying capacity 90 to 100 cows. Buildings: Good 7-roomed house, 20-bail concrete floor cowshed, and all general outbuildings; situated 1½ miles to factory by good metalled road. LEASE HAS 6 OR 7 YEARS AT ANNUAL RENTAL OF £5 PER ACRE. 122 ACRES, all level and well sub-divided; 5-roomed house, concrete cowshed and yards; 3 years' lease to run at 27/6 per acre. For sale as going concern, including 50 cows (young and early calvers), 1 horse, cart and harness, 9 big store pigs, 11 slips, 3 cows (close to farrowing), 1 boar, 3-horse L.K.G. milking plant, complete with engine, 7 milk cans. PRICE £1200 EARLY APPLICATION NECESSARY. THE FARMERS' CO-OP. STOCK & STATION AGENTS & AUCTIONEERS. HAWERA. IMPORTANT TO CEMENT USERS THE DOMINION PORTLAND CEMENT COMPANY, the largest Cement Company in New Zealand, are now placing their cement upon the market. With a company capital of some £400,000 the most modern works south of the line have been erected at Kakanui. No expense has been spared in getting the best results. Experts were sent to visit the United States, Canada, and Europe, and to obtain the latest and most efficient methods of cement manufacture. The capacity of the plant will enable the company to produce 90,000 tons per 240 days, being in excess of the total of all other New Zealand companies put together. The Cement already produced HAS PASSED ALL STANDARD TESTS. The Company is out to produce and supply NOTHING BUT THE BEST. N.Z. FARMERS' CO-OP ORGANISATION SOCIETY, At Hawera and all branches. CHIEF AGENTS— E. GRIFFITHS & CO. Scientific Apparatus of Every Description Microscopes Thermometers Barometers Hydrometers Scientific Glassware Filter Papers GEO. W. WILTON & CO., Ltd. WELLINGTON Watching You My friend, be wise. Your Cough is getting no better. Don't neglect it. SYKES' CURE COUGH, 1/6 THE BEATRICE CREAM SEPARATOR. It is not only the most sanitary Separator ever built, but also in simplicity, efficiency and durability it has no equal. SAVES MONEY. SAVES LABOR. SAVES CREAM. It gets all the cream down to the last trace from either warm or cold milk. It is a simple machine that does not get out of order. It is built for hand or power, up to 95 gallons per hour. B. HARKNESS Stratford. NEW ZEALAND INSURANCE COMPANY, LIMITED. FIRE, MARINE and ACCIDENT INSURANCE in all its branches accepted at LOWEST CURRENT RATES. Branch Office: Corner of Broadway and King Streets, New Plymouth. Agencies throughout the province. JOHN PATON, Manager. (836, 28, 1108, 1534)
lease-lot: 250 ACRES, all in grass and well sub-divided, all level and well watered; carrying capacity 90 to 100 cows. Buildings: Good 7-roomed house, 20-bail concrete floor cowshed, and all general outbuildings; situated 1½ miles to factory by good metalled road. LEASE HAS 6 OR 7 YEARS AT ANNUAL RENTAL OF £5 PER ACRE. (840, 396, 1104, 459)
healed-heading: Healed by Cuticura (686, 120, 822, 137)
freehold-heading: FREEHOLD. (940, 100, 1004, 110)
cuticura-foot: For free sample each by post with 32-p. Skin Book, address post-card: R. Towns & Co., Sydney, N. S. W. Sold throughout the world. (680, 336, 828, 378)
mokau-heading: MOKAU. (412, 495, 454, 505)
sykes-price: 1/6 (887, 1159, 911, 1175)
timetable (6, 1286, 186, 1363)
timetable-row: Omata 8.10 (6, 1295, 186, 1305)
land-heading: LAND! LAND!! LAND!!! (693, 388, 815, 401)
heather-jock-heading: HEATHER JOCK (219, 1094, 323, 1110)
campfire-text: By CARBINE (2), Dam REVELRY (5). Campfire is the sire of the following winners: Depredation, winner of the Te Awamutu and Auckland Cups; Paragon, Reefton and Hokitika Jubilee Cup; Lady Louisa, Consider Handicap; Lady Nolan, Topic, John Willie, Bivouac, Cinderella, Kanuku, Peter Pan, Flying Camp, Campward, White Blaze. (194, 674, 348, 787)
farm-lot: 230 ACRES, situated in Matapu; exceptionally well subdivided, boxthorn hedges; 170 acres stumped and in good grasses, 8 acres turnips. Buildings: 10-roomed house with all conveniences; also 4-roomed house, concrete floor cowshed and yards; milking machines. This farm can be sold either as a whole or in two blocks. PRICE AND TERMS ON APPLICATION. (840, 227, 1104, 300)
